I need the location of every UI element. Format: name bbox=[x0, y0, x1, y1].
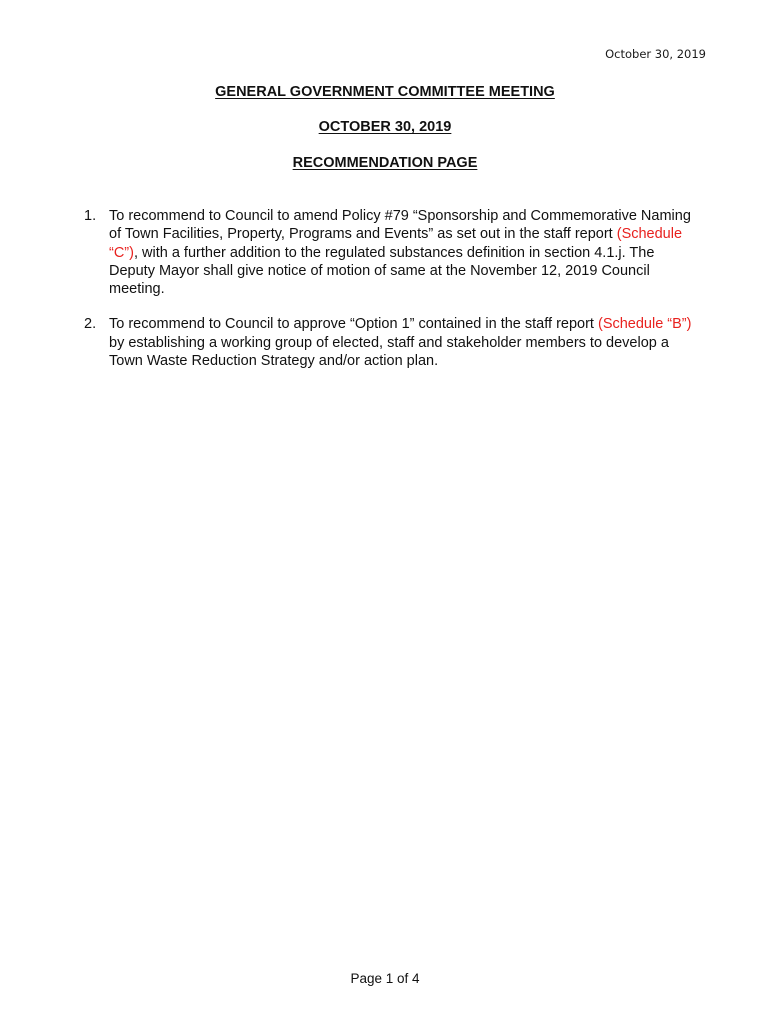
schedule-reference: (Schedule “C”) bbox=[109, 226, 683, 261]
item-number: 2. bbox=[84, 316, 97, 333]
item-number: 1. bbox=[84, 208, 97, 224]
item-text: To recommend to Council to approve “Option 1” contained in the staff report bbox=[109, 316, 598, 333]
item-text-continued: , with a further addition to the regulated substances definition in section 4.1.j. The Deputy Mayor shall give notice of motion of same at the November 12, 2019 Council meeting. bbox=[109, 244, 655, 298]
item-text-continued: by establishing a working group of elected, staff and stakeholder members to develop a Town Waste Reduction Strategy and/or action plan. bbox=[109, 334, 669, 370]
schedule-reference: (Schedule “B”) bbox=[597, 316, 692, 333]
recommendation-list bbox=[84, 207, 696, 387]
document-title: GENERAL GOVERNMENT COMMITTEE MEETING bbox=[215, 84, 555, 100]
recommendation-item bbox=[84, 315, 696, 370]
page-footer: Page 1 of 4 bbox=[350, 971, 420, 986]
document-subtitle: RECOMMENDATION PAGE bbox=[292, 155, 478, 171]
header-date: October 30, 2019 bbox=[605, 47, 706, 61]
meeting-date: OCTOBER 30, 2019 bbox=[318, 119, 452, 135]
recommendation-item bbox=[84, 207, 696, 298]
item-text: To recommend to Council to amend Policy #79 “Sponsorship and Commemorative Naming of Town Facilities, Property, Programs and Events” as set out in the staff report bbox=[109, 208, 691, 243]
